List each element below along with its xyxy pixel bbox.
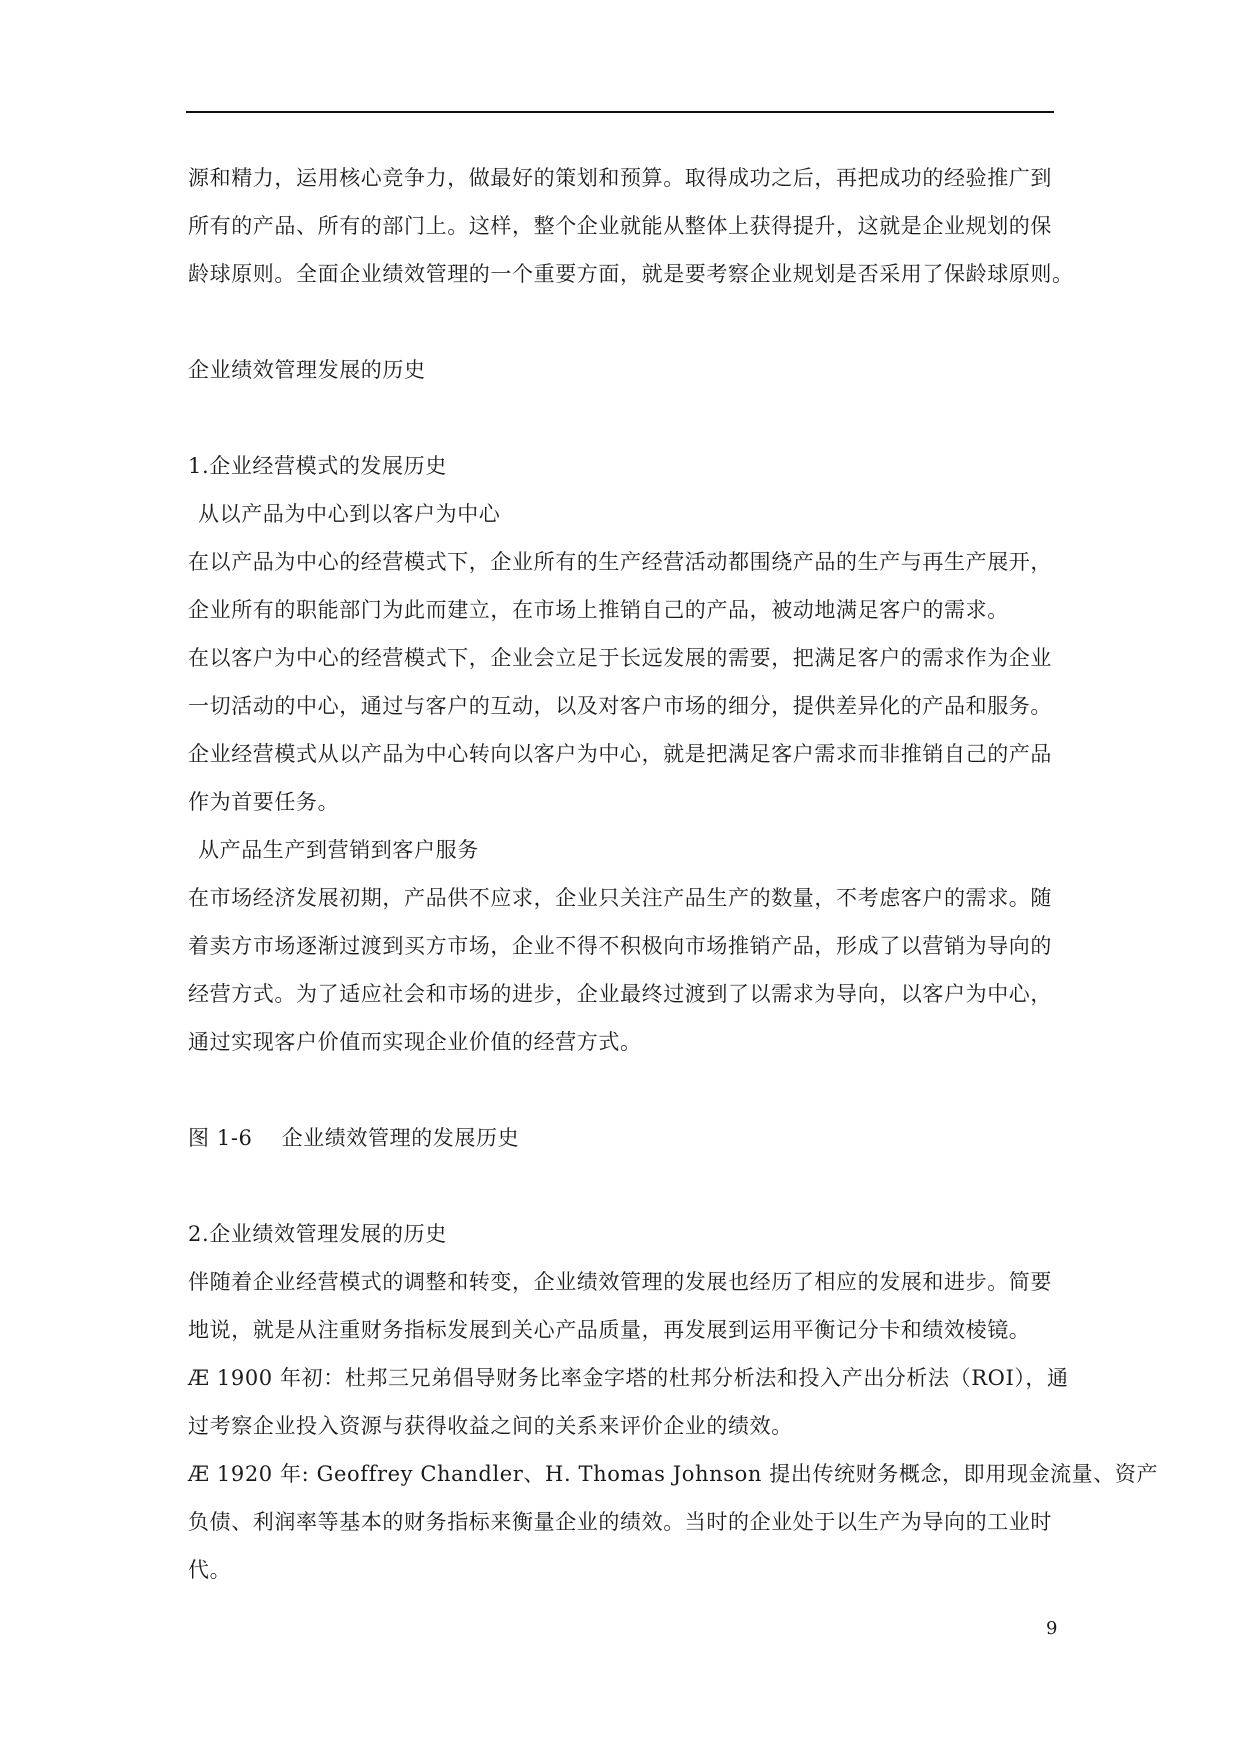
header-rule — [186, 111, 1054, 113]
text-line: 代。 — [188, 1558, 232, 1582]
text-line: 企业所有的职能部门为此而建立，在市场上推销自己的产品，被动地满足客户的需求。 — [188, 598, 1009, 622]
text-line: 在以客户为中心的经营模式下，企业会立足于长远发展的需要，把满足客户的需求作为企业 — [188, 646, 1052, 670]
text-line: 在市场经济发展初期，产品供不应求，企业只关注产品生产的数量，不考虑客户的需求。随 — [188, 886, 1052, 910]
text-line: 负债、利润率等基本的财务指标来衡量企业的绩效。当时的企业处于以生产为导向的工业时 — [188, 1510, 1052, 1534]
text-line: 过考察企业投入资源与获得收益之间的关系来评价企业的绩效。 — [188, 1414, 793, 1438]
section-heading: 1.企业经营模式的发展历史 — [188, 454, 447, 478]
page-number: 9 — [1046, 1618, 1058, 1639]
text-line: 所有的产品、所有的部门上。这样，整个企业就能从整体上获得提升，这就是企业规划的保 — [188, 214, 1052, 238]
text-line: 作为首要任务。 — [188, 790, 340, 814]
figure-caption: 图 1-6 企业绩效管理的发展历史 — [188, 1126, 520, 1150]
text-line: 在以产品为中心的经营模式下，企业所有的生产经营活动都围绕产品的生产与再生产展开， — [188, 550, 1052, 574]
section-heading: 企业绩效管理发展的历史 — [188, 358, 426, 382]
section-heading: 2.企业绩效管理发展的历史 — [188, 1222, 447, 1246]
text-line: 一切活动的中心，通过与客户的互动，以及对客户市场的细分，提供差异化的产品和服务。 — [188, 694, 1052, 718]
text-line: Æ 1900 年初：杜邦三兄弟倡导财务比率金字塔的杜邦分析法和投入产出分析法（ROI），通 — [188, 1366, 1069, 1390]
text-line: 经营方式。为了适应社会和市场的进步，企业最终过渡到了以需求为导向，以客户为中心， — [188, 982, 1052, 1006]
text-line: 企业经营模式从以产品为中心转向以客户为中心，就是把满足客户需求而非推销自己的产品 — [188, 742, 1052, 766]
sub-heading: 从以产品为中心到以客户为中心 — [198, 502, 501, 526]
text-line: Æ 1920 年: Geoffrey Chandler、H. Thomas Johnson 提出传统财务概念，即用现金流量、资产 — [188, 1462, 1159, 1486]
text-line: 伴随着企业经营模式的调整和转变，企业绩效管理的发展也经历了相应的发展和进步。简要 — [188, 1270, 1052, 1294]
text-line: 着卖方市场逐渐过渡到买方市场，企业不得不积极向市场推销产品，形成了以营销为导向的 — [188, 934, 1052, 958]
sub-heading: 从产品生产到营销到客户服务 — [198, 838, 479, 862]
text-line: 通过实现客户价值而实现企业价值的经营方式。 — [188, 1030, 642, 1054]
text-line: 地说，就是从注重财务指标发展到关心产品质量，再发展到运用平衡记分卡和绩效棱镜。 — [188, 1318, 1031, 1342]
text-line: 龄球原则。全面企业绩效管理的一个重要方面，就是要考察企业规划是否采用了保龄球原则。 — [188, 262, 1074, 286]
text-line: 源和精力，运用核心竞争力，做最好的策划和预算。取得成功之后，再把成功的经验推广到 — [188, 166, 1052, 190]
